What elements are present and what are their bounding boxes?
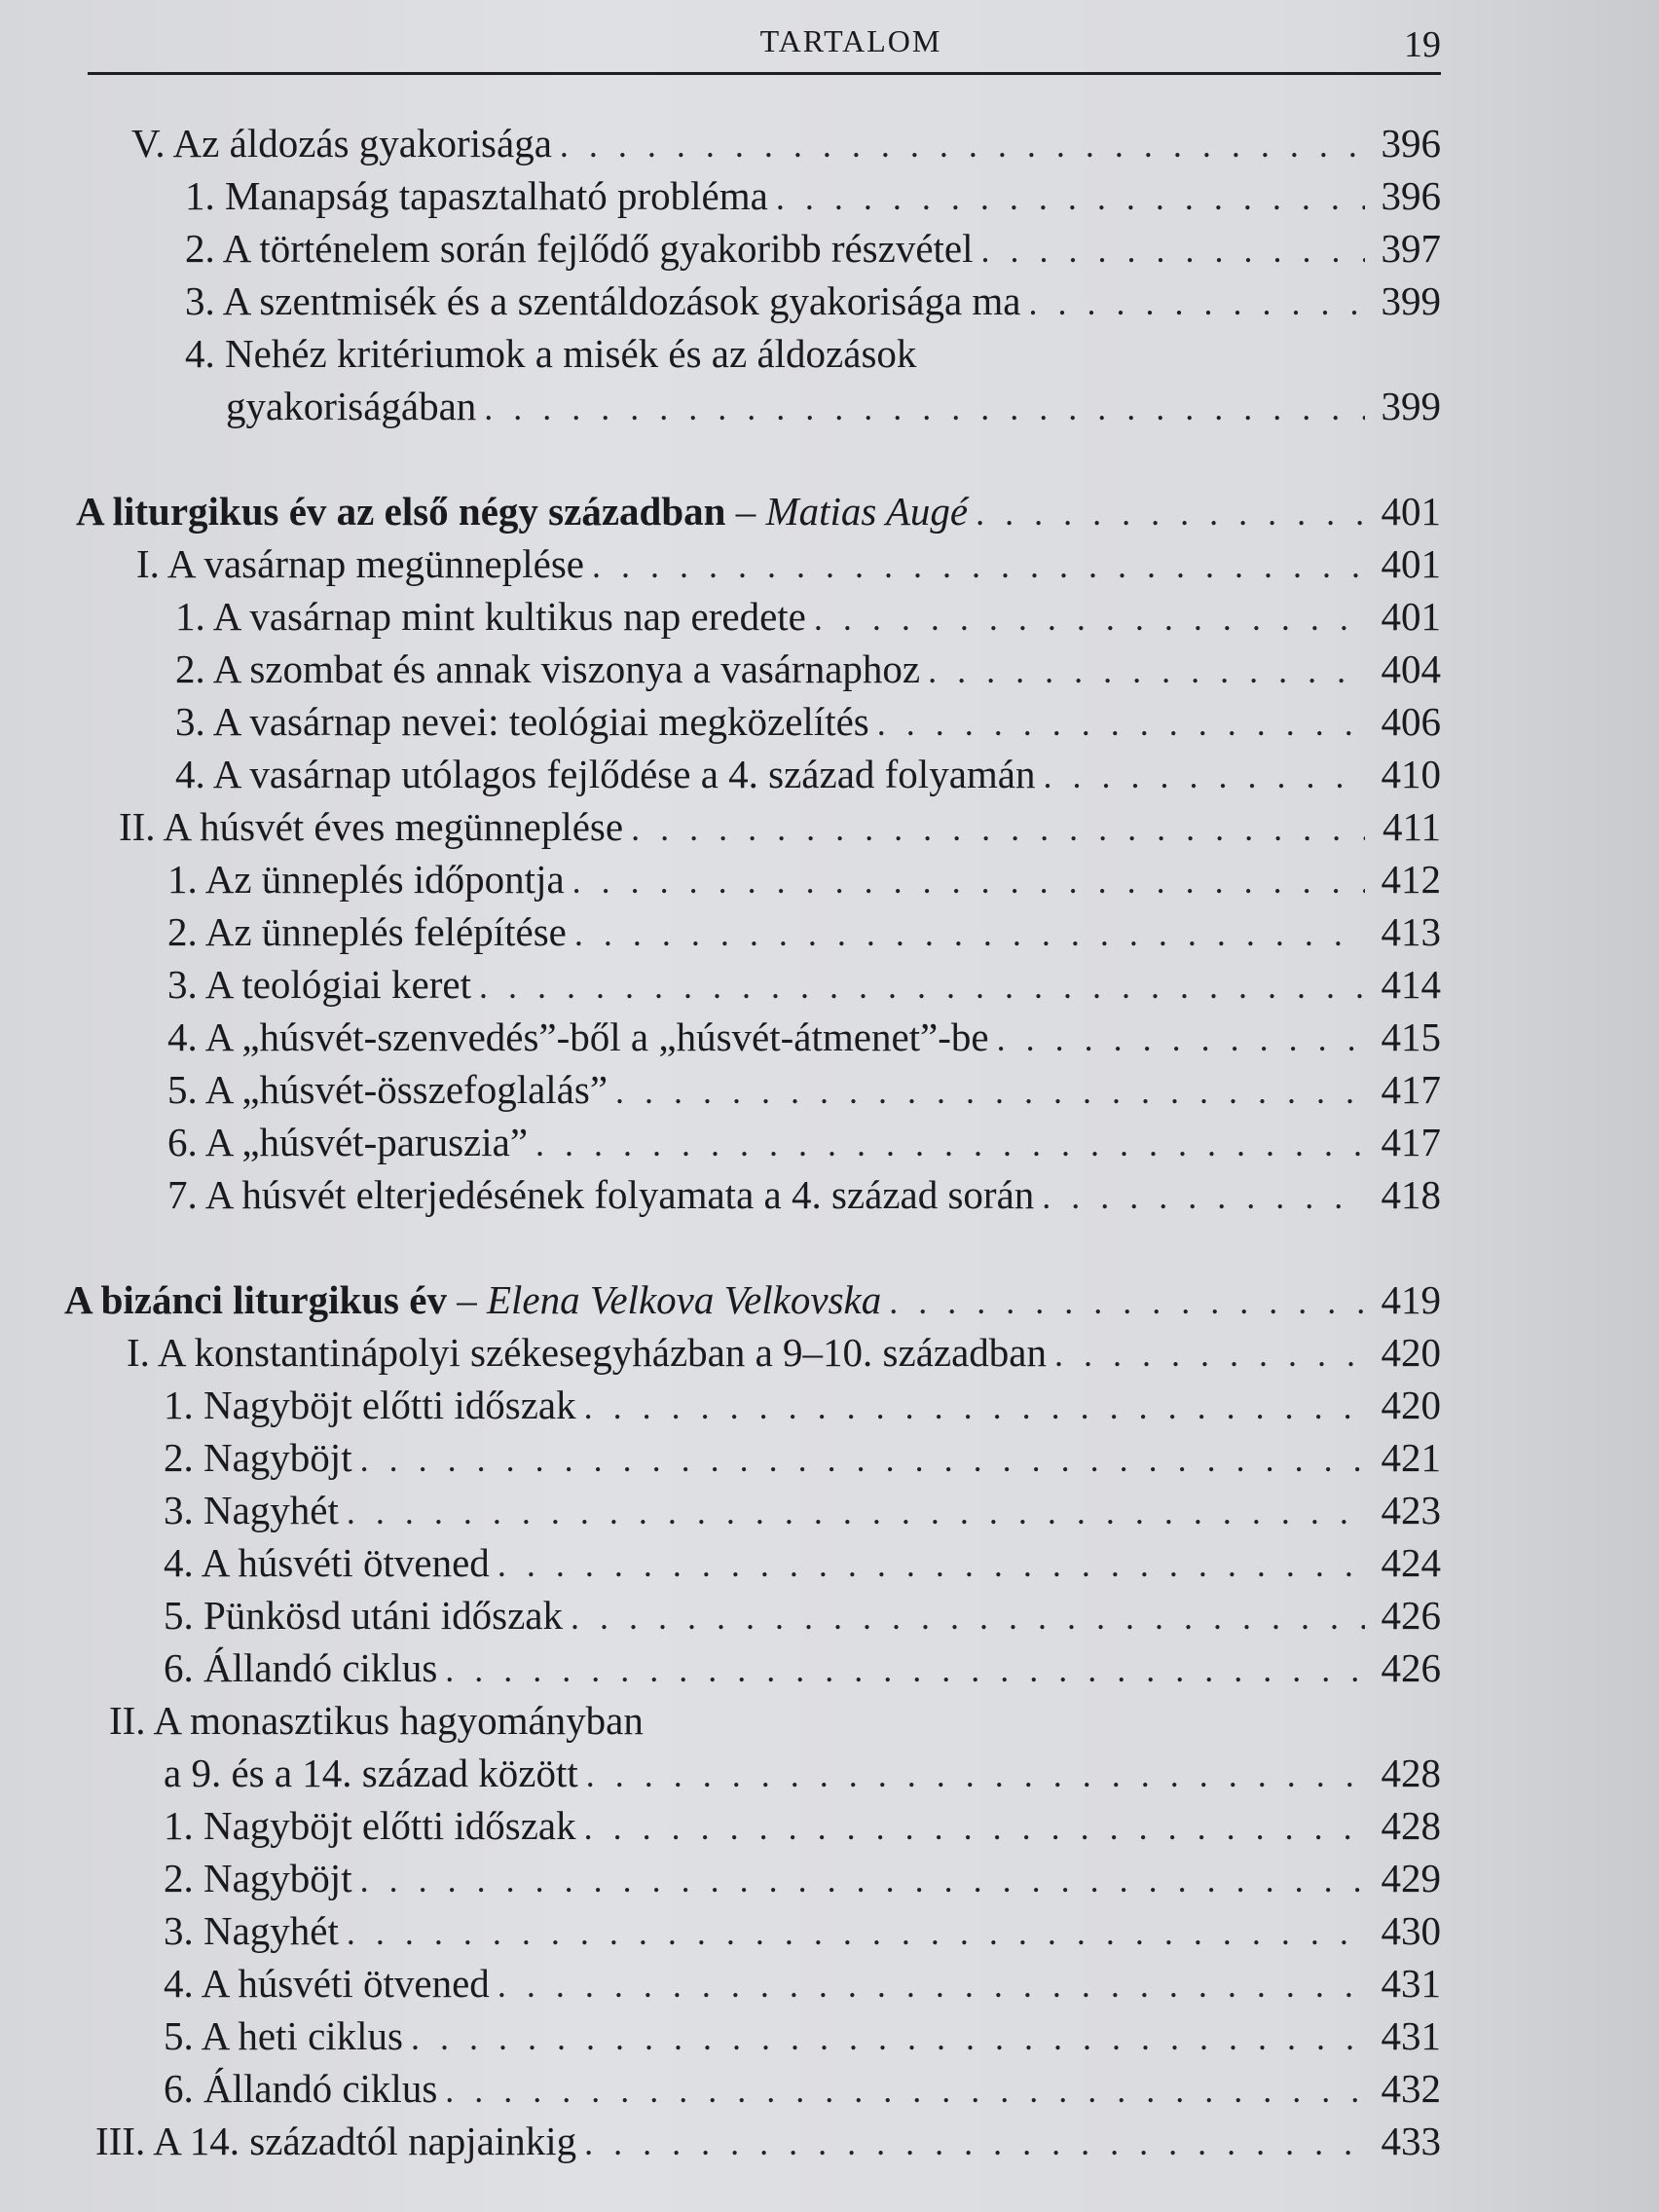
toc-entry[interactable]: 7. A húsvét elterjedésének folyamata a 4. század során . . . 418 [167,1168,1441,1223]
running-title: TARTALOM [759,23,942,58]
chapter-title: A liturgikus év az első négy században [76,489,726,534]
toc-entry[interactable]: 5. A „húsvét-összefoglalás” . . . 417 [167,1063,1441,1118]
toc-entry[interactable]: 4. A húsvéti ötvened . . . 431 [164,1957,1441,2011]
chapter-author: Elena Velkova Velkovska [486,1277,882,1322]
toc-chapter[interactable]: A liturgikus év az első négy században – Matias Augé . . . 401 [76,485,1441,539]
toc-entry[interactable]: gyakoriságában . . . 399 [226,380,1441,434]
toc-entry[interactable]: 1. Manapság tapasztalható probléma . . . 396 [185,169,1441,224]
toc-entry-line[interactable]: II. A monasztikus hagyományban [109,1698,644,1743]
toc-entry[interactable]: 2. A történelem során fejlődő gyakoribb részvétel . . . 397 [185,222,1441,276]
toc-entry[interactable]: 1. Nagyböjt előtti időszak . . . 420 [164,1379,1441,1433]
toc-entry[interactable]: 3. Nagyhét . . . 423 [164,1484,1441,1538]
toc-entry[interactable]: 3. A teológiai keret . . . 414 [167,958,1441,1013]
toc-entry[interactable]: 2. Nagyböjt . . . 421 [164,1431,1441,1486]
toc-entry[interactable]: I. A konstantinápolyi székesegyházban a 9–10. században . . . 420 [127,1326,1441,1381]
dash: – [457,1277,477,1322]
toc-chapter[interactable]: A bizánci liturgikus év – Elena Velkova Velkovska . . . 419 [64,1273,1441,1328]
toc-entry[interactable]: 1. A vasárnap mint kultikus nap eredete . . . 401 [175,590,1441,645]
toc-entry[interactable]: a 9. és a 14. század között . . . 428 [164,1747,1441,1801]
toc-entry[interactable]: 6. Állandó ciklus . . . 426 [164,1641,1441,1696]
toc-entry[interactable]: 4. A vasárnap utólagos fejlődése a 4. század folyamán . . . 410 [175,748,1441,802]
toc-entry[interactable]: 2. Nagyböjt . . . 429 [164,1852,1441,1906]
toc-entry[interactable]: 2. Az ünneplés felépítése . . . 413 [167,905,1441,960]
toc-entry[interactable]: 5. A heti ciklus . . . 431 [164,2009,1441,2064]
toc-entry[interactable]: 1. Nagyböjt előtti időszak . . . 428 [164,1799,1441,1854]
toc-entry[interactable]: II. A húsvét éves megünneplése . . . 411 [119,800,1441,855]
dash: – [735,489,756,534]
toc-entry[interactable]: 5. Pünkösd utáni időszak . . . 426 [164,1589,1441,1643]
toc-entry[interactable]: 6. Állandó ciklus . . . 432 [164,2062,1441,2117]
toc-entry[interactable]: 4. A húsvéti ötvened . . . 424 [164,1536,1441,1591]
page-number: 19 [1404,24,1441,65]
toc-entry[interactable]: 4. A „húsvét-szenvedés”-ből a „húsvét-átmenet”-be . . . 415 [167,1011,1441,1065]
toc-entry[interactable]: 3. A szentmisék és a szentáldozások gyakorisága ma . . . 399 [185,275,1441,329]
chapter-title: A bizánci liturgikus év [64,1277,447,1322]
toc-entry[interactable]: III. A 14. századtól napjainkig . . . 433 [95,2115,1441,2169]
toc-entry[interactable]: 2. A szombat és annak viszonya a vasárnaphoz . . . 404 [175,643,1441,697]
toc-entry[interactable]: 1. Az ünneplés időpontja . . . 412 [167,853,1441,907]
toc-entry[interactable]: 3. Nagyhét . . . 430 [164,1904,1441,1959]
toc-entry[interactable]: V. Az áldozás gyakorisága . . . 396 [131,117,1441,171]
toc-entry-line[interactable]: 4. Nehéz kritériumok a misék és az áldozások [185,331,917,376]
toc-entry[interactable]: 6. A „húsvét-paruszia” . . . 417 [167,1116,1441,1170]
page-header [88,18,1441,75]
toc-entry[interactable]: I. A vasárnap megünneplése . . . 401 [136,537,1441,592]
chapter-author: Matias Augé [765,489,969,534]
toc-entry[interactable]: 3. A vasárnap nevei: teológiai megközelítés . . . 406 [175,695,1441,750]
